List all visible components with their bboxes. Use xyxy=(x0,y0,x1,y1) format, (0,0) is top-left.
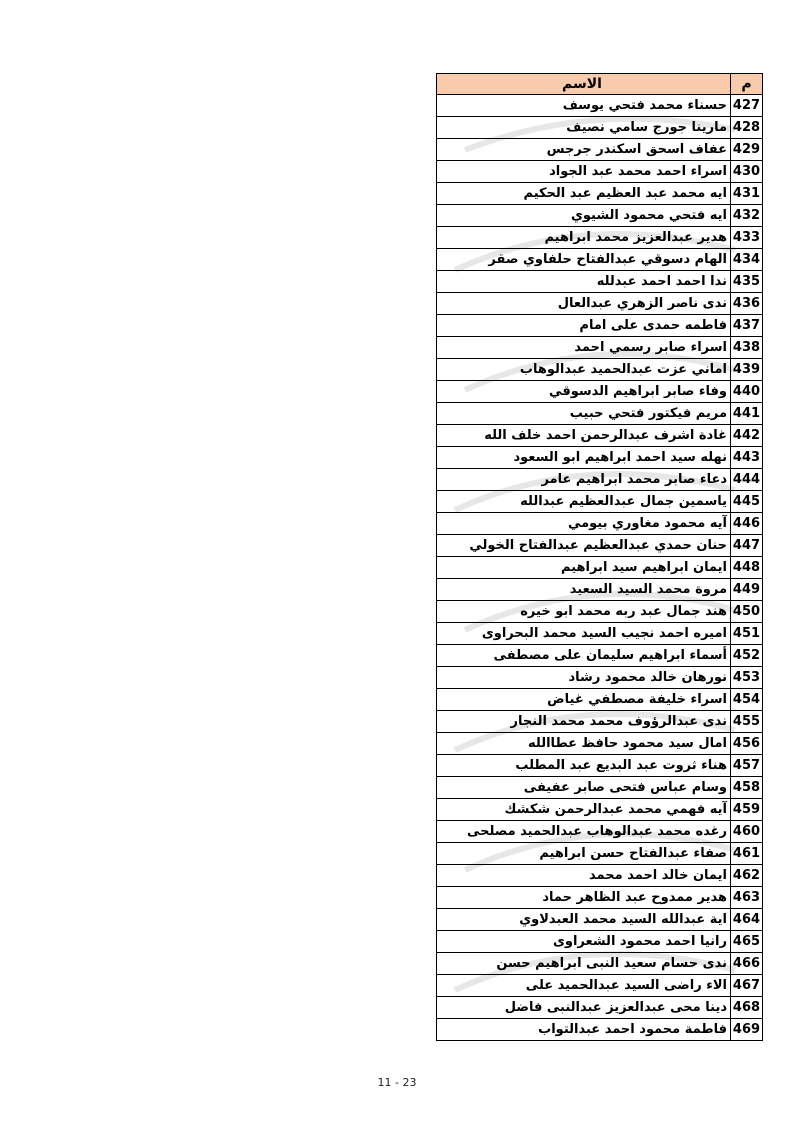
row-name: اسراء صابر رسمي احمد xyxy=(437,337,731,359)
row-name: ندا احمد احمد عبدلله xyxy=(437,271,731,293)
row-number: 428 xyxy=(731,117,763,139)
row-number: 451 xyxy=(731,623,763,645)
row-number: 461 xyxy=(731,843,763,865)
table-row xyxy=(437,821,763,843)
row-name: هناء ثروت عبد البديع عبد المطلب xyxy=(437,755,731,777)
row-number: 468 xyxy=(731,997,763,1019)
row-number: 448 xyxy=(731,557,763,579)
table-row xyxy=(437,249,763,271)
table-row xyxy=(437,403,763,425)
table-row xyxy=(437,447,763,469)
row-name: الهام دسوقي عبدالفتاح حلفاوي صقر xyxy=(437,249,731,271)
row-name: وفاء صابر ابراهيم الدسوقي xyxy=(437,381,731,403)
table-row xyxy=(437,733,763,755)
table-row xyxy=(437,601,763,623)
row-number: 456 xyxy=(731,733,763,755)
row-name: هدير عبدالعزيز محمد ابراهيم xyxy=(437,227,731,249)
table-row xyxy=(437,931,763,953)
row-number: 440 xyxy=(731,381,763,403)
row-number: 462 xyxy=(731,865,763,887)
row-number: 430 xyxy=(731,161,763,183)
row-number: 443 xyxy=(731,447,763,469)
row-name: رانيا احمد محمود الشعراوى xyxy=(437,931,731,953)
row-number: 459 xyxy=(731,799,763,821)
row-number: 429 xyxy=(731,139,763,161)
table-row xyxy=(437,623,763,645)
row-number: 466 xyxy=(731,953,763,975)
table-row xyxy=(437,579,763,601)
row-number: 460 xyxy=(731,821,763,843)
names-table xyxy=(436,73,763,1041)
row-name: اماني عزت عبدالحميد عبدالوهاب xyxy=(437,359,731,381)
row-name: هدير ممدوح عبد الظاهر حماد xyxy=(437,887,731,909)
row-number: 455 xyxy=(731,711,763,733)
row-name: ايه فتحي محمود الشيوي xyxy=(437,205,731,227)
table-row xyxy=(437,161,763,183)
table-row xyxy=(437,227,763,249)
row-name: مروة محمد السيد السعيد xyxy=(437,579,731,601)
row-name: ياسمين جمال عبدالعظيم عبدالله xyxy=(437,491,731,513)
table-row xyxy=(437,667,763,689)
row-number: 463 xyxy=(731,887,763,909)
table-row xyxy=(437,491,763,513)
table-row xyxy=(437,777,763,799)
row-name: حسناء محمد فتحي يوسف xyxy=(437,95,731,117)
row-name: غادة اشرف عبدالرحمن احمد خلف الله xyxy=(437,425,731,447)
row-name: امال سيد محمود حافظ عطاالله xyxy=(437,733,731,755)
row-number: 467 xyxy=(731,975,763,997)
row-number: 449 xyxy=(731,579,763,601)
row-number: 457 xyxy=(731,755,763,777)
row-number: 458 xyxy=(731,777,763,799)
table-row xyxy=(437,887,763,909)
row-name: فاطمه حمدى على امام xyxy=(437,315,731,337)
table-row xyxy=(437,1019,763,1041)
table-row xyxy=(437,755,763,777)
row-name: صفاء عبدالفتاح حسن ابراهيم xyxy=(437,843,731,865)
table-row xyxy=(437,381,763,403)
table-row xyxy=(437,205,763,227)
row-name: آيه فهمي محمد عبدالرحمن شكشك xyxy=(437,799,731,821)
row-number: 445 xyxy=(731,491,763,513)
row-number: 438 xyxy=(731,337,763,359)
row-number: 432 xyxy=(731,205,763,227)
row-name: حنان حمدي عبدالعظيم عبدالفتاح الخولي xyxy=(437,535,731,557)
table-row xyxy=(437,293,763,315)
table-row xyxy=(437,469,763,491)
table-row xyxy=(437,711,763,733)
row-number: 441 xyxy=(731,403,763,425)
row-name: اسراء خليفة مصطفي غياض xyxy=(437,689,731,711)
table-row xyxy=(437,843,763,865)
table-row xyxy=(437,799,763,821)
table-row xyxy=(437,997,763,1019)
table-row xyxy=(437,359,763,381)
table-row xyxy=(437,645,763,667)
table-row xyxy=(437,95,763,117)
row-number: 434 xyxy=(731,249,763,271)
row-name: اميره احمد نجيب السيد محمد البحراوى xyxy=(437,623,731,645)
row-number: 469 xyxy=(731,1019,763,1041)
table-header-row xyxy=(437,74,763,95)
row-name: اسراء احمد محمد عبد الجواد xyxy=(437,161,731,183)
row-name: وسام عباس فتحى صابر عفيفى xyxy=(437,777,731,799)
row-number: 452 xyxy=(731,645,763,667)
row-name: مارينا جورج سامي نصيف xyxy=(437,117,731,139)
row-number: 454 xyxy=(731,689,763,711)
row-name: فاطمة محمود احمد عبدالتواب xyxy=(437,1019,731,1041)
row-name: آيه محمود مغاوري بيومي xyxy=(437,513,731,535)
row-name: اية عبدالله السيد محمد العبدلاوي xyxy=(437,909,731,931)
table-row xyxy=(437,557,763,579)
row-name: هند جمال عبد ربه محمد ابو خيره xyxy=(437,601,731,623)
row-name: عفاف اسحق اسكندر جرجس xyxy=(437,139,731,161)
table-row xyxy=(437,337,763,359)
row-number: 433 xyxy=(731,227,763,249)
row-name: ندى حسام سعيد النبى ابراهيم حسن xyxy=(437,953,731,975)
table-row xyxy=(437,315,763,337)
row-number: 436 xyxy=(731,293,763,315)
row-name: نهله سيد احمد ابراهيم ابو السعود xyxy=(437,447,731,469)
row-name: ايه محمد عبد العظيم عبد الحكيم xyxy=(437,183,731,205)
table-row xyxy=(437,953,763,975)
row-name: مريم فيكتور فتحي حبيب xyxy=(437,403,731,425)
header-number: م xyxy=(731,74,763,95)
row-number: 453 xyxy=(731,667,763,689)
row-number: 442 xyxy=(731,425,763,447)
page-number: 11 - 23 xyxy=(377,1076,417,1089)
row-number: 446 xyxy=(731,513,763,535)
table-body xyxy=(437,95,763,1041)
row-name: الاء راضى السيد عبدالحميد على xyxy=(437,975,731,997)
table-row xyxy=(437,183,763,205)
row-number: 437 xyxy=(731,315,763,337)
table-row xyxy=(437,535,763,557)
row-number: 465 xyxy=(731,931,763,953)
row-number: 447 xyxy=(731,535,763,557)
row-number: 435 xyxy=(731,271,763,293)
table-row xyxy=(437,865,763,887)
row-name: دعاء صابر محمد ابراهيم عامر xyxy=(437,469,731,491)
table-row xyxy=(437,271,763,293)
row-name: ايمان خالد احمد محمد xyxy=(437,865,731,887)
row-number: 444 xyxy=(731,469,763,491)
table-row xyxy=(437,425,763,447)
row-name: ايمان ابراهيم سيد ابراهيم xyxy=(437,557,731,579)
table-row xyxy=(437,975,763,997)
table-row xyxy=(437,689,763,711)
table-row xyxy=(437,139,763,161)
row-name: ندى عبدالرؤوف محمد محمد النجار xyxy=(437,711,731,733)
row-name: رغده محمد عبدالوهاب عبدالحميد مصلحى xyxy=(437,821,731,843)
row-name: أسماء ابراهيم سليمان على مصطفى xyxy=(437,645,731,667)
row-number: 450 xyxy=(731,601,763,623)
table-row xyxy=(437,909,763,931)
row-name: دينا محى عبدالعزيز عبدالنبى فاضل xyxy=(437,997,731,1019)
row-number: 427 xyxy=(731,95,763,117)
row-number: 431 xyxy=(731,183,763,205)
row-number: 439 xyxy=(731,359,763,381)
row-name: نورهان خالد محمود رشاد xyxy=(437,667,731,689)
table-row xyxy=(437,117,763,139)
row-name: ندى ناصر الزهري عبدالعال xyxy=(437,293,731,315)
table-row xyxy=(437,513,763,535)
header-name: الاسم xyxy=(437,74,731,95)
row-number: 464 xyxy=(731,909,763,931)
